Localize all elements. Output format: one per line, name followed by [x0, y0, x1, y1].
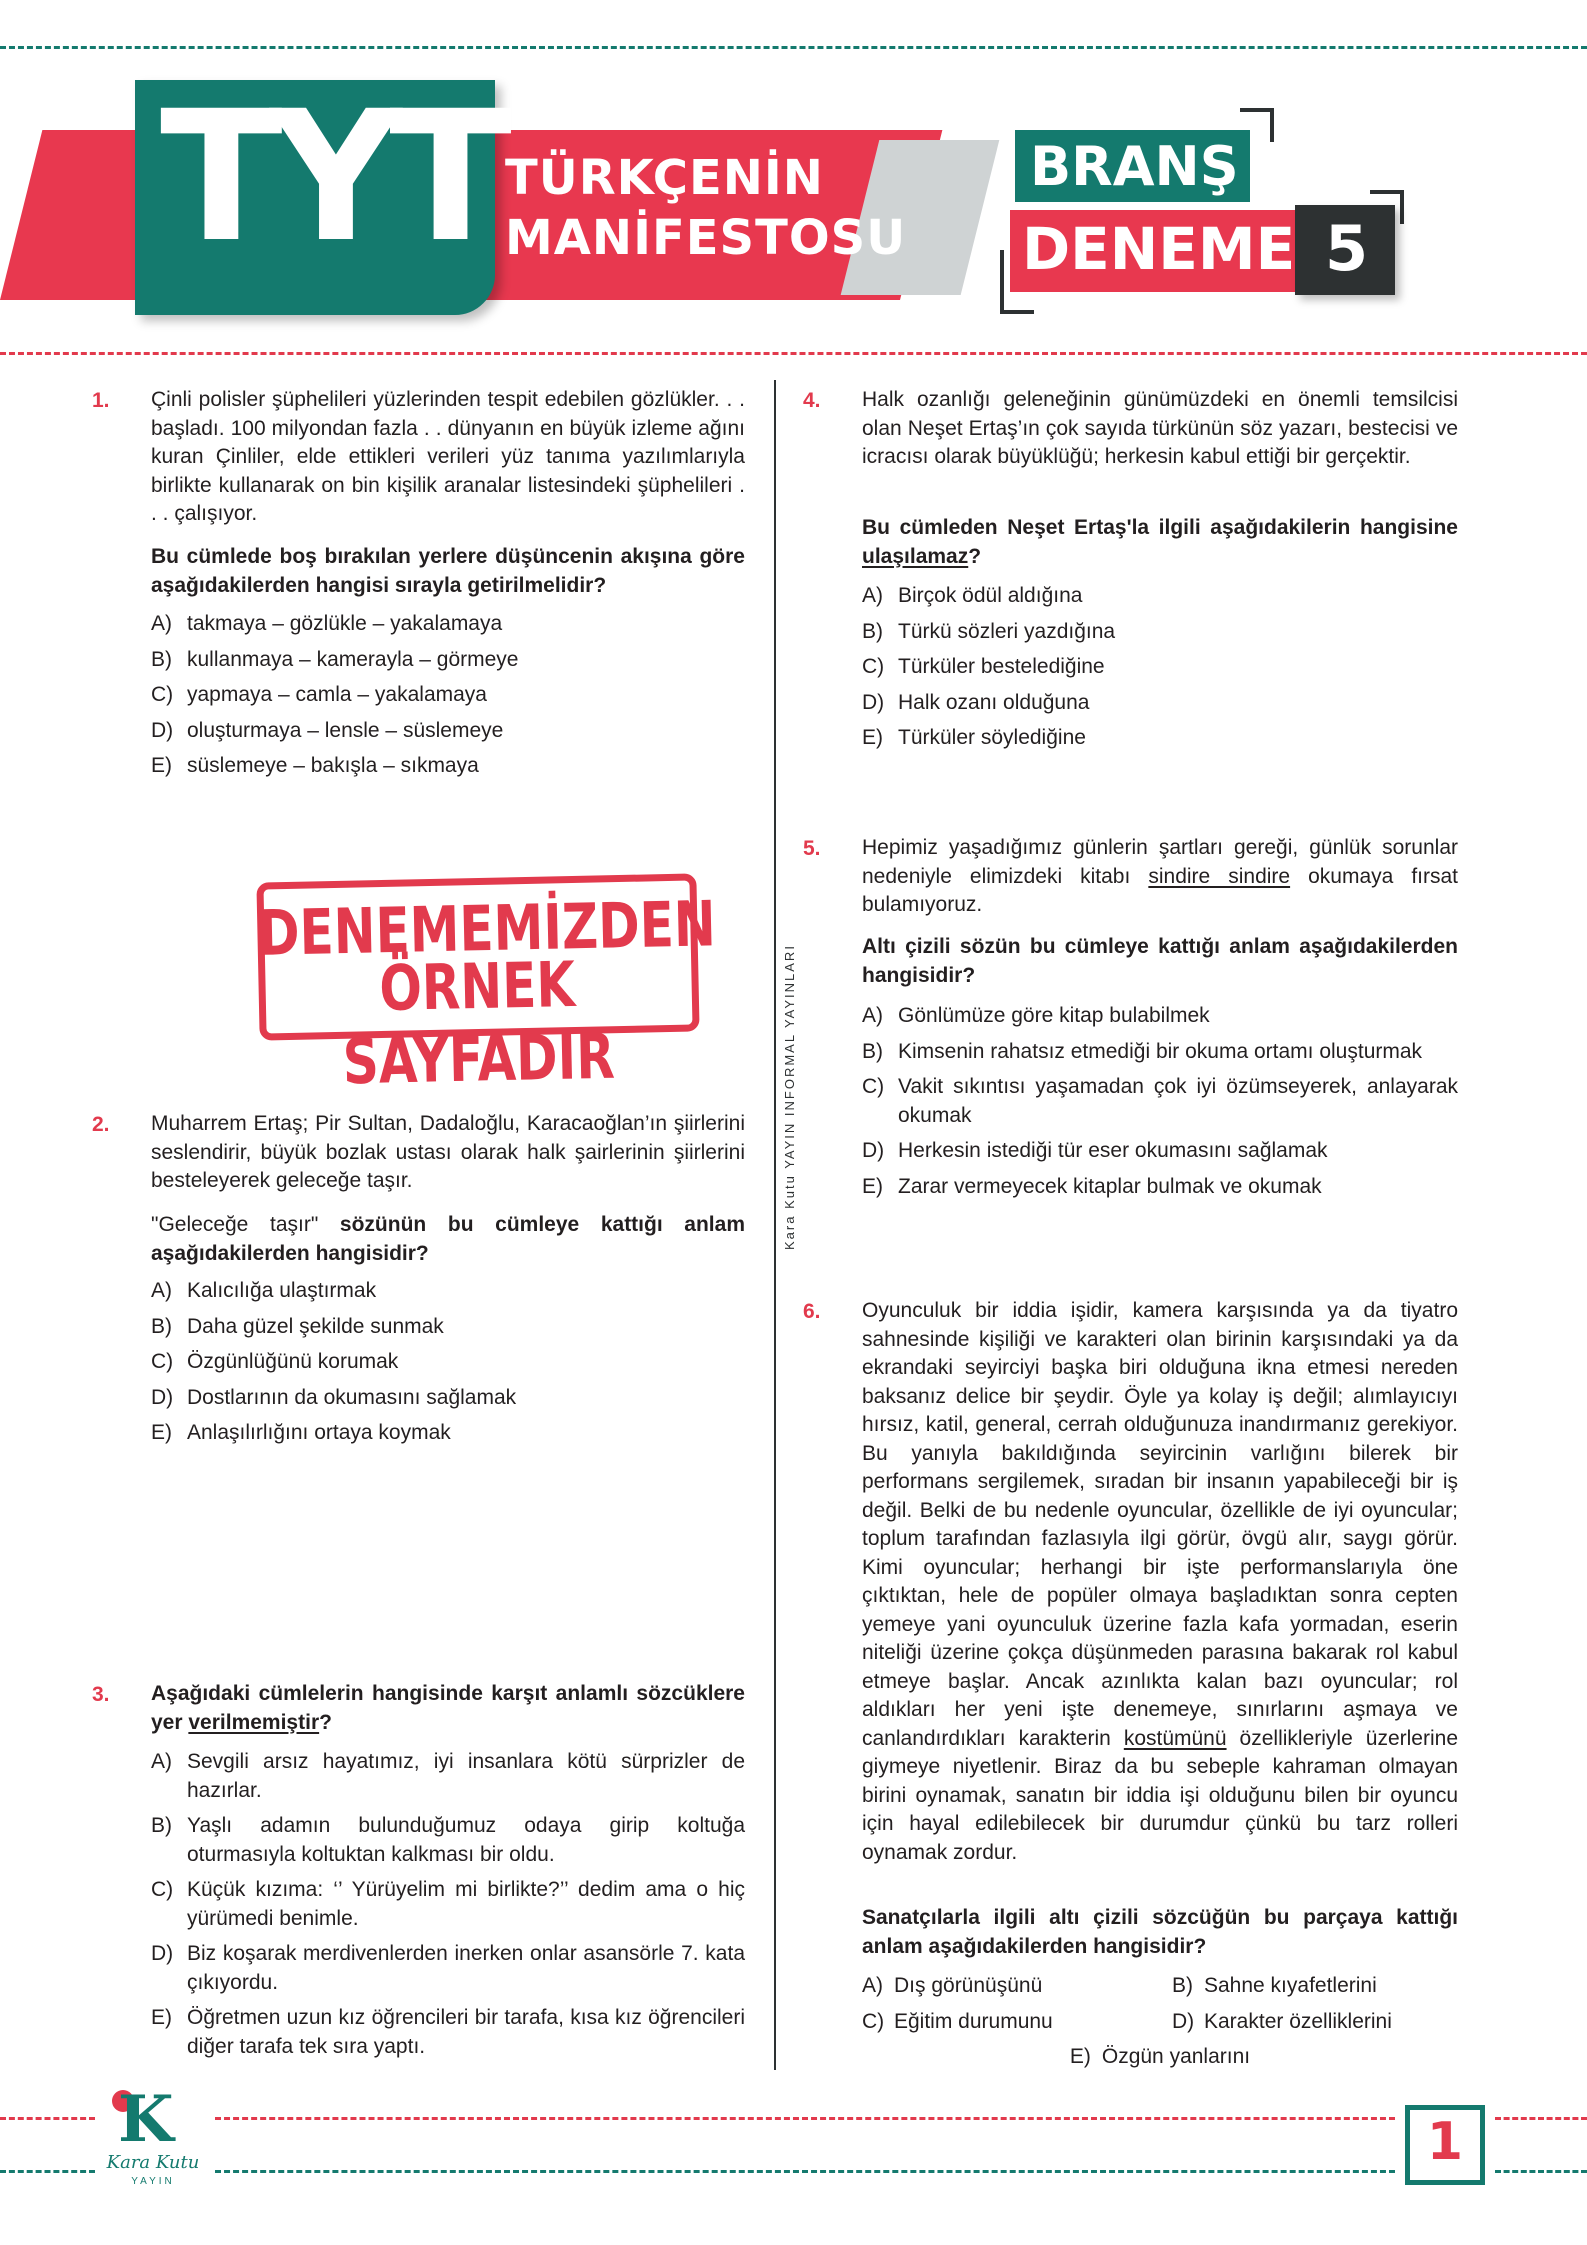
logo-k-icon: K — [118, 2082, 174, 2157]
option-b[interactable] — [1172, 1972, 1377, 2001]
option-text: süslemeye – bakışla – sıkmaya — [187, 754, 479, 777]
option-text: Karakter özelliklerini — [1204, 2009, 1392, 2033]
option-text: Öğretmen uzun kız öğrencileri bir tarafa, kısa kız öğrencileri diğer tarafa tek sıra yaptı. — [187, 2006, 745, 2058]
stamp-line-2: ÖRNEK SAYFADIR — [342, 948, 616, 1099]
option-letter: A) — [862, 584, 883, 607]
option-letter: A) — [151, 1750, 172, 1773]
option-text: Zarar vermeyecek kitaplar bulmak ve okumak — [898, 1174, 1322, 1198]
column-divider — [774, 380, 776, 2070]
option-letter: A) — [151, 612, 172, 635]
prompt-end: ? — [319, 1710, 332, 1734]
question-number: 6. — [803, 1300, 821, 1323]
prompt-text: sözünün bu cümleye kattığı anlam aşağıdakilerden hangisidir? — [151, 1213, 745, 1265]
option-letter: A) — [151, 1279, 172, 1302]
option-letter: A) — [862, 1974, 883, 1997]
option-c[interactable] — [151, 681, 745, 710]
stem-text: Hepimiz yaşadığımız günlerin şartları gereği, günlük sorunlar nedeniyle elimizdeki kitabı — [862, 836, 1458, 888]
publisher-side-text: Kara Kutu YAYIN INFORMAL YAYINLARI — [782, 944, 797, 1250]
option-letter: E) — [862, 1174, 883, 1198]
question-prompt — [151, 1680, 745, 1737]
options — [151, 610, 745, 788]
question-number: 2. — [92, 1113, 110, 1136]
option-letter: B) — [862, 619, 883, 643]
option-d[interactable] — [151, 717, 745, 746]
option-text: oluşturmaya – lensle – süslemeye — [187, 718, 504, 742]
question-stem: Muharrem Ertaş; Pir Sultan, Dadaloğlu, Karacaoğlan’ın şiirlerini seslendirir, büyük bozlak ustası olarak halk şairlerinin şiirlerini besteleyerek geleceğe taşır. — [151, 1112, 745, 1192]
options — [151, 1748, 745, 2068]
option-text: Birçok ödül aldığına — [898, 584, 1083, 607]
option-text: yapmaya – camla – yakalamaya — [187, 683, 487, 706]
underlined-word: kostümünü — [1123, 1726, 1227, 1750]
option-e[interactable] — [862, 1173, 1458, 1202]
option-text: Gönlümüze göre kitap bulabilmek — [898, 1004, 1210, 1027]
option-text: Küçük kızıma: ‘’ Yürüyelim mi birlikte?’’ dedim ama o hiç yürümedi benimle. — [187, 1878, 745, 1930]
deneme-label: DENEME — [1022, 215, 1296, 283]
option-text: Vakit sıkıntısı yaşamadan çok iyi özümseyerek, anlayarak okumak — [898, 1075, 1458, 1127]
options — [862, 582, 1458, 760]
option-letter: E) — [151, 1421, 172, 1444]
option-letter: D) — [151, 718, 174, 742]
option-b[interactable] — [151, 1812, 745, 1869]
option-e[interactable] — [151, 752, 745, 781]
stem-text: Oyunculuk bir iddia işidir, kamera karşısında ya da tiyatro sahnesinde kişiliği ve karakteri olan birinin karşısındaki ya da ekrandaki seyirciyi başka biri olduğuna ikna etmesi nereden baksanız delice bir şeydir. Öyle ya kolay iş değil; alımlayıcıyı hırsız, katil, general, cerrah olduğunuza inandırmanız gerekiyor. Bu yanıyla bakıldığında seyircinin varlığını bilerek bir performans sergilemek, sıradan bir insanın yapabileceği bir iş değil. Belki de bu nedenle oyuncular, özellikle de iyi oyuncular; toplum tarafından fazlasıyla ilgi görür, övgü alır, saygı görür. Kimi oyuncular; herhangi bir işte performanslarıyla öne çıktıktan, hele de popüler olmaya başladıktan sonra cepten yemeye yani oyunculuk üzerine fazla kafa yormadan, eserin niteliği üzerine çokça düşünmeden parasına bakarak rol kabul etmeye başlar. Ancak azınlıkta kalan bazı oyuncular; rol aldıkları her yeni işte denemeye, sınırlarını aşmaya ve canlandırdıkları karakterin — [862, 1299, 1458, 1750]
option-c[interactable] — [862, 1073, 1458, 1130]
option-d[interactable] — [151, 1940, 745, 1997]
option-letter: D) — [151, 1942, 174, 1965]
option-text: Sevgili arsız hayatımız, iyi insanlara kötü sürprizler de hazırlar. — [187, 1750, 745, 1802]
footer-rule-right — [1495, 2117, 1587, 2120]
option-letter: C) — [151, 683, 174, 706]
prompt-text: Aşağıdaki cümlelerin hangisinde karşıt anlamlı sözcüklere yer — [151, 1682, 745, 1734]
footer-rule-left-2 — [0, 2170, 95, 2173]
underlined-word: verilmemiştir — [188, 1710, 320, 1734]
option-text: Herkesin istediği tür eser okumasını sağlamak — [898, 1139, 1328, 1162]
option-text: Biz koşarak merdivenlerden inerken onlar asansörle 7. kata çıkıyordu. — [187, 1942, 745, 1994]
option-letter: D) — [862, 690, 885, 714]
option-b[interactable] — [862, 1038, 1458, 1067]
option-text: takmaya – gözlükle – yakalamaya — [187, 612, 503, 635]
page-number: 1 — [1426, 2112, 1464, 2172]
option-text: Halk ozanı olduğuna — [898, 690, 1090, 714]
option-text: Daha güzel şekilde sunmak — [187, 1314, 444, 1338]
prompt-end: ? — [968, 544, 982, 568]
question-number: 4. — [803, 389, 821, 412]
option-c[interactable] — [151, 1876, 745, 1933]
option-text: Sahne kıyafetlerini — [1204, 1974, 1377, 1997]
options — [862, 1972, 1458, 2079]
quoted-phrase: "Geleceğe taşır" — [151, 1213, 319, 1236]
logo-sub: YAYIN — [131, 2176, 175, 2187]
option-letter: B) — [151, 1314, 172, 1338]
title-line-1: TÜRKÇENİN — [505, 150, 824, 206]
footer-rule-mid — [215, 2117, 1395, 2120]
question-number: 1. — [92, 389, 110, 412]
option-d[interactable] — [862, 689, 1458, 718]
option-b[interactable] — [151, 1313, 745, 1342]
stem-text-end: okumaya fırsat bulamıyoruz. — [862, 864, 1459, 916]
deneme-number: 5 — [1325, 212, 1369, 285]
question-stem — [862, 834, 1458, 920]
question-number: 3. — [92, 1683, 110, 1706]
stamp-line-1: DENEMEMİZDEN — [257, 887, 717, 970]
option-a[interactable] — [151, 1277, 745, 1306]
option-e[interactable] — [151, 1419, 745, 1448]
brans-label: BRANŞ — [1030, 135, 1239, 198]
option-letter: B) — [151, 1814, 172, 1837]
question-stem: Halk ozanlığı geleneğinin günümüzdeki en önemli temsilcisi olan Neşet Ertaş’ın çok sayıda türkünün söz yazarı, bestecisi ve icracısı olarak büyüklüğü; herkesin kabul ettiği bir gerçektir. — [862, 388, 1458, 468]
option-letter: C) — [862, 655, 885, 678]
option-e[interactable] — [862, 724, 1458, 753]
option-letter: C) — [862, 2009, 885, 2033]
option-d[interactable] — [151, 1384, 745, 1413]
option-a[interactable] — [862, 582, 1458, 611]
option-letter: C) — [151, 1878, 174, 1901]
option-letter: E) — [151, 2006, 172, 2029]
option-a[interactable] — [151, 610, 745, 639]
option-e[interactable] — [1070, 2043, 1250, 2072]
footer-rule-left — [0, 2117, 95, 2120]
option-b[interactable] — [862, 618, 1458, 647]
footer-rule-right-2 — [1495, 2170, 1587, 2173]
option-letter: B) — [151, 647, 172, 671]
option-d[interactable] — [1172, 2008, 1392, 2037]
stem-text-end: özellikleriyle üzerlerine giymeye niyetlenir. Biraz da bu sebeple kahraman olmayan birini oynamak, sanatın bir iddia işi olduğunu bilen bir oyuncu için hayal edilebilecek bir durumdur çünkü bu tarz rolleri oynamak zordur. — [862, 1726, 1458, 1864]
option-text: Dış görünüşünü — [894, 1974, 1043, 1997]
option-c[interactable] — [151, 1348, 745, 1377]
option-a[interactable] — [862, 1972, 1172, 2001]
option-letter: D) — [151, 1385, 174, 1409]
question-prompt — [862, 514, 1458, 571]
option-e[interactable] — [151, 2004, 745, 2061]
option-b[interactable] — [151, 646, 745, 675]
option-letter: B) — [1172, 1974, 1193, 1997]
question-prompt — [151, 1211, 745, 1268]
question-prompt: Sanatçılarla ilgili altı çizili sözcüğün bu parçaya kattığı anlam aşağıdakilerden hangisidir? — [862, 1906, 1458, 1958]
option-letter: E) — [862, 726, 883, 749]
underlined-word: ulaşılamaz — [862, 544, 969, 568]
option-text: Anlaşılırlığını ortaya koymak — [187, 1421, 451, 1444]
option-text: Eğitim durumunu — [894, 2009, 1053, 2033]
option-text: Türküler bestelediğine — [898, 655, 1105, 678]
option-letter: E) — [1069, 2045, 1091, 2068]
title-line-2: MANİFESTOSU — [505, 210, 907, 266]
option-text: Kimsenin rahatsız etmediği bir okuma ortamı oluşturmak — [898, 1039, 1423, 1063]
option-text: Özgünlüğünü korumak — [187, 1350, 399, 1373]
header-rule — [0, 352, 1587, 355]
tyt-logo: TYT — [160, 73, 500, 282]
option-d[interactable] — [862, 1137, 1458, 1166]
top-border — [0, 46, 1587, 49]
option-a[interactable] — [151, 1748, 745, 1805]
option-a[interactable] — [862, 1002, 1458, 1031]
underlined-phrase: sindire sindire — [1148, 864, 1291, 888]
option-text: Dostlarının da okumasını sağlamak — [187, 1385, 517, 1409]
option-letter: D) — [862, 1139, 885, 1162]
prompt-text: Bu cümleden Neşet Ertaş'la ilgili aşağıdakilerin hangisine — [862, 516, 1458, 539]
option-text: Türküler söylediğine — [898, 726, 1086, 749]
option-letter: D) — [1172, 2009, 1195, 2033]
options — [862, 1002, 1458, 1208]
option-letter: E) — [151, 754, 172, 777]
option-text: Kalıcılığa ulaştırmak — [187, 1279, 377, 1302]
footer-rule-mid-2 — [215, 2170, 1395, 2173]
options — [151, 1277, 745, 1455]
option-c[interactable] — [862, 2008, 1172, 2037]
question-prompt: Bu cümlede boş bırakılan yerlere düşüncenin akışına göre aşağıdakilerden hangisi sırayla getirilmelidir? — [151, 545, 745, 597]
question-number: 5. — [803, 837, 821, 860]
option-text: kullanmaya – kamerayla – görmeye — [187, 647, 519, 671]
option-letter: C) — [862, 1075, 885, 1098]
question-stem — [862, 1297, 1458, 1867]
logo-brand: Kara Kutu — [106, 2152, 200, 2173]
question-prompt: Altı çizili sözün bu cümleye kattığı anlam aşağıdakilerden hangisidir? — [862, 935, 1458, 987]
option-text: Türkü sözleri yazdığına — [898, 619, 1116, 643]
option-c[interactable] — [862, 653, 1458, 682]
option-letter: B) — [862, 1039, 883, 1063]
option-text: Yaşlı adamın bulunduğumuz odaya girip koltuğa oturmasıyla koltuktan kalkması bir oldu. — [187, 1814, 745, 1866]
option-text: Özgün yanlarını — [1101, 2045, 1251, 2068]
question-stem: Çinli polisler şüphelileri yüzlerinden tespit edebilen gözlükler. . . başladı. 100 milyondan fazla . . dünyanın en büyük izleme ağını kuran Çinliler, elde ettikleri verileri yüz tanıma yazılımlarıyla birlikte kullanarak on bin kişilik aranalar listesindeki şüphelileri . . . çalışıyor. — [151, 388, 745, 525]
option-letter: A) — [862, 1004, 883, 1027]
option-letter: C) — [151, 1350, 174, 1373]
